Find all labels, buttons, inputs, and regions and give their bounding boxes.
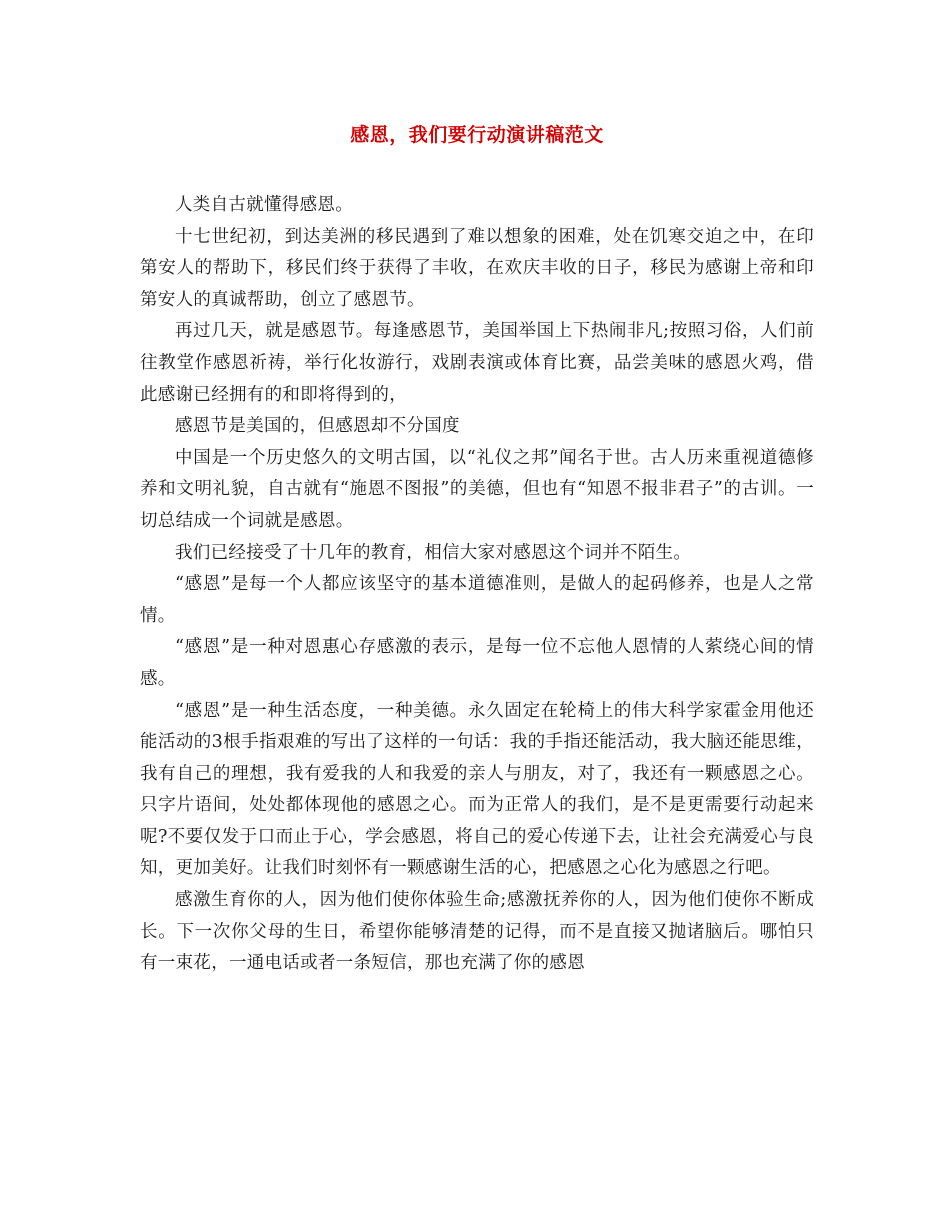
paragraph-5: 中国是一个历史悠久的文明古国，以“礼仪之邦”闻名于世。古人历来重视道德修养和文明礼貌，自古就有“施恩不图报”的美德，但也有“知恩不报非君子”的古训。一切总结成一个词就是感恩。 xyxy=(140,447,814,531)
paragraph-3: 再过几天，就是感恩节。每逢感恩节，美国举国上下热闹非凡;按照习俗，人们前往教堂作感恩祈祷，举行化妆游行，戏剧表演或体育比赛，品尝美味的感恩火鸡，借此感谢已经拥有的和即将得到的， xyxy=(140,321,814,405)
document-title: 感恩，我们要行动演讲稿范文 xyxy=(350,124,604,146)
paragraph-4: 感恩节是美国的，但感恩却不分国度 xyxy=(175,416,460,437)
paragraph-1: 人类自古就懂得感恩。 xyxy=(175,195,353,215)
paragraph-8: “感恩”是一种对恩惠心存感激的表示，是每一位不忘他人恩情的人萦绕心间的情感。 xyxy=(140,637,814,689)
document-body xyxy=(140,190,814,980)
paragraph-10: 感激生育你的人，因为他们使你体验生命;感激抚养你的人，因为他们使你不断成长。下一次你父母的生日，希望你能够清楚的记得，而不是直接又抛诸脑后。哪怕只有一束花，一通电话或者一条短信，那也充满了你的感恩 xyxy=(140,890,814,974)
paragraph-2: 十七世纪初，到达美洲的移民遇到了难以想象的困难，处在饥寒交迫之中，在印第安人的帮助下，移民们终于获得了丰收，在欢庆丰收的日子，移民为感谢上帝和印第安人的真诚帮助，创立了感恩节。 xyxy=(140,226,814,310)
paragraph-6: 我们已经接受了十几年的教育，相信大家对感恩这个词并不陌生。 xyxy=(175,542,692,563)
paragraph-7: “感恩”是每一个人都应该坚守的基本道德准则，是做人的起码修养，也是人之常情。 xyxy=(140,574,814,626)
paragraph-9: “感恩”是一种生活态度，一种美德。永久固定在轮椅上的伟大科学家霍金用他还能活动的3根手指艰难的写出了这样的一句话：我的手指还能活动，我大脑还能思维，我有自己的理想，我有爱我的人和我爱的亲人与朋友，对了，我还有一颗感恩之心。只字片语间，处处都体现他的感恩之心。而为正常人的我们，是不是更需要行动起来呢?不要仅发于口而止于心，学会感恩，将自己的爱心传递下去，让社会充满爱心与良知，更加美好。让我们时刻怀有一颗感谢生活的心，把感恩之心化为感恩之行吧。 xyxy=(140,700,814,879)
